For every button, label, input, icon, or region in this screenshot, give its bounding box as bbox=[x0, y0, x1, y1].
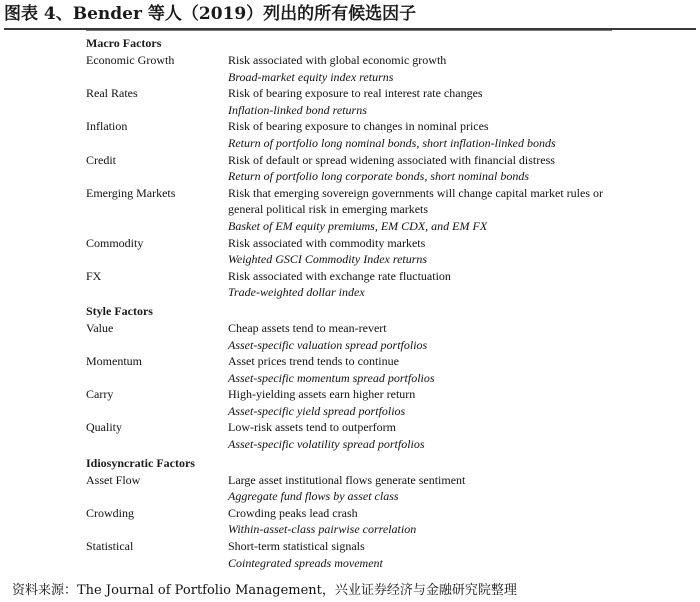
proxy-note: Cointegrated spreads movement bbox=[228, 555, 383, 570]
description-line: High-yielding assets earn higher return bbox=[228, 387, 416, 402]
proxy-note: Return of portfolio long corporate bonds, short nominal bonds bbox=[228, 169, 530, 184]
proxy-note: Within-asset-class pairwise correlation bbox=[228, 522, 417, 537]
factor-name: Crowding bbox=[86, 505, 134, 520]
factor-name: Momentum bbox=[86, 354, 142, 369]
proxy-note: Aggregate fund flows by asset class bbox=[228, 489, 399, 504]
factor-row bbox=[86, 52, 616, 85]
factor-name: Credit bbox=[86, 152, 116, 167]
proxy-note: Return of portfolio long nominal bonds, short inflation-linked bonds bbox=[228, 135, 556, 150]
factor-description bbox=[228, 538, 616, 571]
factor-row bbox=[86, 505, 616, 538]
description-line: Risk of default or spread widening associated with financial distress bbox=[228, 152, 555, 167]
factor-row bbox=[86, 268, 616, 301]
factor-name: Statistical bbox=[86, 539, 134, 554]
factor-name: FX bbox=[86, 268, 102, 283]
proxy-note: Trade-weighted dollar index bbox=[228, 285, 365, 300]
factor-name: Real Rates bbox=[86, 86, 138, 101]
description-line: general political risk in emerging markets bbox=[228, 202, 429, 217]
factor-description bbox=[228, 235, 616, 268]
description-line: Risk associated with exchange rate fluctuation bbox=[228, 268, 451, 283]
factor-row bbox=[86, 472, 616, 505]
proxy-note: Basket of EM equity premiums, EM CDX, and EM FX bbox=[228, 218, 488, 233]
factor-description bbox=[228, 505, 616, 538]
description-line: Cheap assets tend to mean-revert bbox=[228, 320, 387, 335]
factor-row bbox=[86, 353, 616, 386]
description-line: Risk that emerging sovereign governments will change capital market rules or bbox=[228, 185, 604, 200]
section-heading: Style Factors bbox=[86, 303, 153, 318]
proxy-note: Weighted GSCI Commodity Index returns bbox=[228, 252, 428, 267]
factor-row bbox=[86, 152, 616, 185]
proxy-note: Broad-market equity index returns bbox=[228, 69, 394, 84]
factor-row bbox=[86, 538, 616, 571]
section-heading: Macro Factors bbox=[86, 36, 162, 50]
factor-description bbox=[228, 268, 616, 301]
factor-description bbox=[228, 353, 616, 386]
factor-row bbox=[86, 320, 616, 353]
factor-row bbox=[86, 185, 616, 235]
factor-row bbox=[86, 386, 616, 419]
description-line: Asset prices trend tends to continue bbox=[228, 354, 399, 369]
factor-description bbox=[228, 386, 616, 419]
factor-description bbox=[228, 320, 616, 353]
factor-description bbox=[228, 118, 616, 151]
factor-description bbox=[228, 152, 616, 185]
factor-description bbox=[228, 472, 616, 505]
factor-name: Asset Flow bbox=[86, 472, 141, 487]
proxy-note: Asset-specific valuation spread portfolios bbox=[228, 337, 428, 352]
factor-row bbox=[86, 118, 616, 151]
factor-description bbox=[228, 419, 616, 452]
description-line: Risk of bearing exposure to real interest rate changes bbox=[228, 86, 483, 101]
proxy-note: Asset-specific volatility spread portfolios bbox=[228, 437, 425, 452]
factor-row bbox=[86, 85, 616, 118]
factor-name: Inflation bbox=[86, 119, 128, 134]
factor-table bbox=[86, 35, 616, 571]
proxy-note: Asset-specific momentum spread portfolios bbox=[228, 370, 435, 385]
proxy-note: Asset-specific yield spread portfolios bbox=[228, 403, 406, 418]
factor-name: Quality bbox=[86, 420, 122, 435]
factor-description bbox=[228, 185, 616, 235]
source-note: 资料来源：The Journal of Portfolio Management，兴业证券经济与金融研究院整理 bbox=[12, 583, 517, 598]
factor-name: Commodity bbox=[86, 235, 144, 250]
description-line: Short-term statistical signals bbox=[228, 539, 365, 554]
factor-name: Value bbox=[86, 320, 114, 335]
description-line: Risk of bearing exposure to changes in nominal prices bbox=[228, 119, 489, 134]
description-line: Low-risk assets tend to outperform bbox=[228, 420, 396, 435]
description-line: Risk associated with global economic growth bbox=[228, 53, 447, 67]
section-heading: Idiosyncratic Factors bbox=[86, 455, 195, 470]
description-line: Risk associated with commodity markets bbox=[228, 235, 426, 250]
factor-description bbox=[228, 85, 616, 118]
factor-name: Carry bbox=[86, 387, 114, 402]
figure-title: 图表 4、Bender 等人（2019）列出的所有候选因子 bbox=[4, 4, 417, 24]
proxy-note: Inflation-linked bond returns bbox=[228, 102, 367, 117]
factor-description bbox=[228, 52, 616, 85]
factor-row bbox=[86, 419, 616, 452]
description-line: Large asset institutional flows generate sentiment bbox=[228, 472, 466, 487]
description-line: Crowding peaks lead crash bbox=[228, 505, 358, 520]
factor-name: Economic Growth bbox=[86, 53, 175, 67]
factor-row bbox=[86, 235, 616, 268]
factor-name: Emerging Markets bbox=[86, 185, 176, 200]
table-top-rule bbox=[86, 30, 612, 31]
